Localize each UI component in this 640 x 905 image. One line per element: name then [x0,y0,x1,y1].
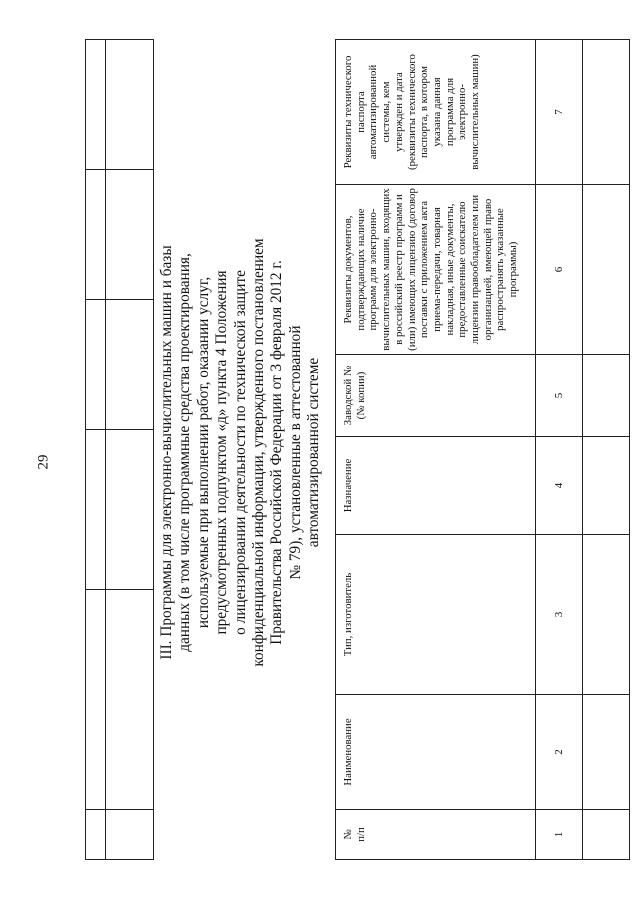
column-number: 1 [536,810,583,860]
title-line: предусмотренных подпунктом «д» пункта 4 Положения [213,270,231,635]
empty-cell [86,300,106,430]
empty-cell [583,810,630,860]
title-line: Правительства Российской Федерации от 3 февраля 2012 г. [268,260,286,645]
title-line: автоматизированной системе [305,357,323,548]
empty-cell [583,695,630,810]
empty-cell [583,40,630,185]
empty-cell [106,430,154,590]
empty-cell [86,40,106,170]
column-number: 4 [536,437,583,535]
empty-cell [106,40,154,170]
empty-data-row [583,40,630,860]
header-license-documents: Реквизиты документов, подтверждающих наличие программ для электронно- вычислительных машин, входящих в российский реестр программ и (или) имеющих лицензию (договор поставки с приложением акта приема-передачи, товарная накладная, иные документы, предоставленные соискателю лицензии правообладателем или организацией, имеющей право распространять указанные программы) [336,185,536,355]
empty-cell [86,810,106,860]
header-purpose: Назначение [336,437,536,535]
title-line: конфиденциальной информации, утвержденного постановлением [250,238,268,667]
header-technical-passport: Реквизиты технического паспорта автоматизированной системы, кем утвержден и дата (реквизиты технического паспорта, в котором указана данная программа для электронно- вычислительных машин) [336,40,536,185]
column-number-row [536,40,583,860]
empty-cell [106,170,154,300]
empty-cell [86,590,106,810]
title-line: используемые при выполнении работ, оказании услуг, [194,276,212,629]
empty-cell [583,535,630,695]
column-number: 5 [536,355,583,437]
empty-cell [106,300,154,430]
title-line: III. Программы для электронно-вычислительных машин и базы [158,245,175,660]
title-line: данных (в том числе программные средства проектирования, [176,253,194,652]
page-number: 29 [35,454,52,470]
column-number: 2 [536,695,583,810]
previous-table-fragment [85,39,154,860]
title-line: о лицензировании деятельности по технической защите [231,270,249,635]
empty-cell [86,170,106,300]
header-row [336,40,536,860]
header-serial-number: Заводской № (№ копии) [336,355,536,437]
programs-table [335,39,630,860]
empty-cell [106,810,154,860]
empty-cell [106,590,154,810]
section-title [158,0,324,905]
column-number: 7 [536,40,583,185]
header-number: № п/п [336,810,536,860]
empty-cell [583,355,630,437]
empty-cell [86,430,106,590]
column-number: 3 [536,535,583,695]
header-type-manufacturer: Тип, изготовитель [336,535,536,695]
column-number: 6 [536,185,583,355]
title-line: № 79), установленные в аттестованной [286,325,304,580]
empty-cell [583,185,630,355]
header-name: Наименование [336,695,536,810]
empty-cell [583,437,630,535]
